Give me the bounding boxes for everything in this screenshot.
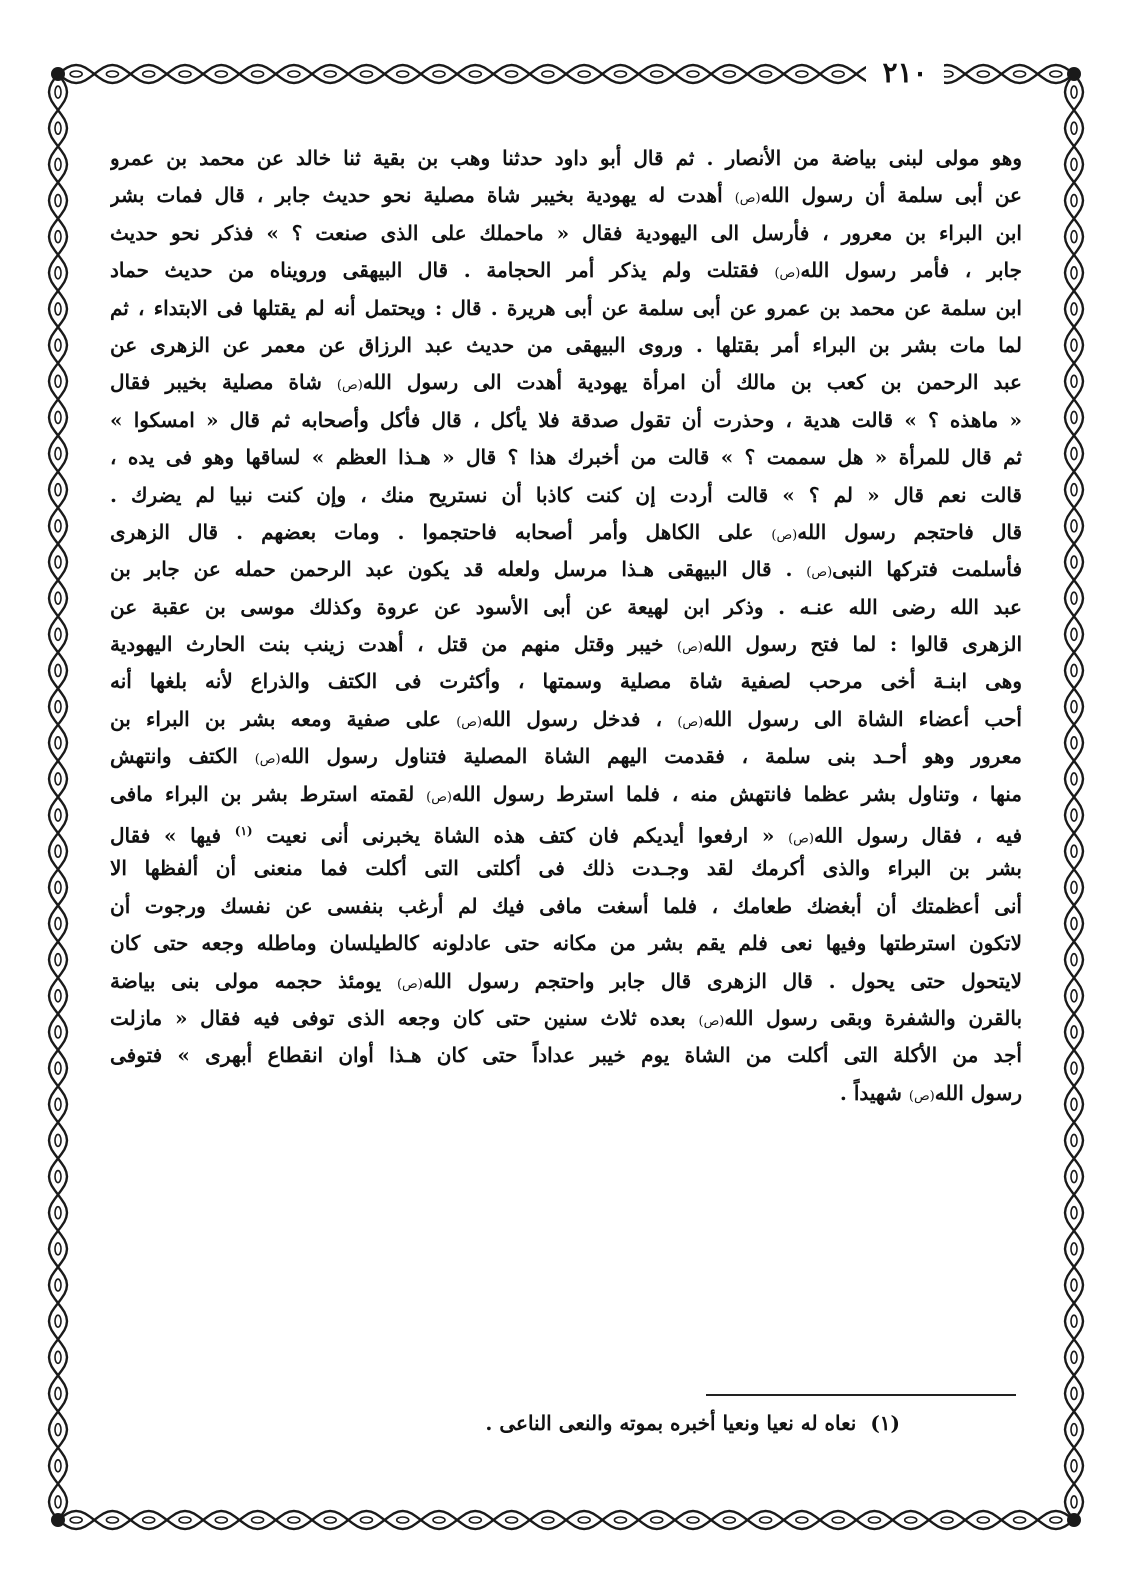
border-knot <box>55 701 61 713</box>
border-knot <box>55 1243 61 1255</box>
border-knot <box>760 1517 772 1523</box>
border-knot <box>1071 86 1077 98</box>
border-knot <box>55 990 61 1002</box>
text-line <box>110 1000 1022 1037</box>
border-knot <box>1071 881 1077 893</box>
border-knot <box>1071 1098 1077 1110</box>
footnote-marker: (١) <box>870 1411 900 1435</box>
text-segment: بشر بن البراء والذى أكرمك لقد وجـدت ذلك فى أكلتى التى أكلت فما منعنى أن ألفظها الا <box>110 856 1022 881</box>
border-knot <box>55 1315 61 1327</box>
text-line <box>110 477 1022 514</box>
border-knot <box>55 1134 61 1146</box>
border-knot <box>1071 954 1077 966</box>
border-knot <box>506 1517 518 1523</box>
border-knot <box>469 71 481 77</box>
border-knot <box>433 1517 445 1523</box>
border-knot <box>106 71 118 77</box>
border-knot <box>324 71 336 77</box>
border-knot <box>55 809 61 821</box>
salutation-abbreviation: (ص) <box>677 714 704 730</box>
text-line <box>110 215 1022 252</box>
text-segment: وهى ابنـة أخى مرحب لصفية شاة مصلية وسمتها ، وأكثرت فى الكتف والذراع لأنه بلغها أنه <box>110 669 1022 694</box>
border-knot <box>55 339 61 351</box>
border-corner <box>1067 67 1081 81</box>
text-segment: يومئذ حجمه مولى بنى بياضة <box>110 968 397 993</box>
border-knot <box>651 1517 663 1523</box>
salutation-abbreviation: (ص) <box>254 752 281 768</box>
border-knot <box>941 1517 953 1523</box>
salutation-abbreviation: (ص) <box>698 1013 725 1029</box>
border-knot <box>1071 231 1077 243</box>
border-knot <box>1071 556 1077 568</box>
border-knot <box>360 71 372 77</box>
border-knot <box>1071 158 1077 170</box>
text-segment: شاة مصلية بخيبر فقال <box>110 370 337 395</box>
border-knot <box>55 122 61 134</box>
text-segment: عن أبى سلمة أن رسول الله <box>760 183 1022 208</box>
footnote-text: نعاه له نعيا ونعيا أخبره بموته والنعى الناعى . <box>485 1411 857 1435</box>
border-rope <box>49 74 67 1520</box>
border-knot <box>1071 411 1077 423</box>
border-knot <box>1071 1171 1077 1183</box>
text-segment: جابر ، فأمر رسول الله <box>800 258 1022 283</box>
text-line <box>110 252 1022 289</box>
border-knot <box>1071 303 1077 315</box>
border-knot <box>977 71 989 77</box>
border-knot <box>614 71 626 77</box>
border-knot <box>1071 845 1077 857</box>
border-knot <box>55 195 61 207</box>
text-segment: قال فاحتجم رسول الله <box>797 519 1022 544</box>
text-segment: فيها » فقال <box>110 823 235 848</box>
border-knot <box>1071 1279 1077 1291</box>
border-knot <box>1014 1517 1026 1523</box>
text-segment: « ماهذه ؟ » قالت هدية ، وحذرت أن تقول صدقة فلا يأكل ، قال فأكل وأصحابه ثم قال « امسكوا » <box>110 407 1022 432</box>
border-knot <box>55 1424 61 1436</box>
border-knot <box>542 1517 554 1523</box>
salutation-abbreviation: (ص) <box>396 976 423 992</box>
page-number: ٢١٠ <box>866 56 944 90</box>
border-knot <box>723 1517 735 1523</box>
border-knot <box>55 520 61 532</box>
border-knot <box>55 1098 61 1110</box>
text-line <box>110 738 1022 775</box>
border-corner <box>51 1513 65 1527</box>
text-segment: خيبر وقتل منهم من قتل ، أهدت زينب بنت الحارث اليهودية <box>110 632 678 657</box>
text-line <box>110 701 1022 738</box>
text-segment: أجد من الأكلة التى أكلت من الشاة يوم خيبر عداداً حتى كان هـذا أوان انقطاع أبهرى » فتوفى <box>110 1043 1022 1068</box>
border-knot <box>1071 195 1077 207</box>
text-line <box>110 327 1022 364</box>
border-knot <box>55 484 61 496</box>
text-segment: أهدت له يهودية بخيبر شاة مصلية نحو حديث جابر ، قال فمات بشر <box>110 183 735 208</box>
border-knot <box>868 1517 880 1523</box>
salutation-abbreviation: (ص) <box>734 191 761 207</box>
text-line <box>110 589 1022 626</box>
border-knot <box>55 411 61 423</box>
border-knot <box>977 1517 989 1523</box>
text-segment: ، فدخل رسول الله <box>482 706 678 731</box>
border-knot <box>55 1387 61 1399</box>
footnote <box>380 1408 900 1438</box>
border-knot <box>1071 1496 1077 1508</box>
border-knot <box>55 231 61 243</box>
border-knot <box>288 1517 300 1523</box>
border-knot <box>506 71 518 77</box>
border-knot <box>832 1517 844 1523</box>
text-line <box>110 813 1022 850</box>
text-line <box>110 290 1022 327</box>
border-knot <box>1071 1134 1077 1146</box>
text-segment: بالقرن والشفرة وبقى رسول الله <box>724 1005 1022 1030</box>
border-knot <box>469 1517 481 1523</box>
border-knot <box>1071 448 1077 460</box>
border-knot <box>397 1517 409 1523</box>
border-knot <box>723 71 735 77</box>
text-line <box>110 663 1022 700</box>
text-line <box>110 925 1022 962</box>
border-knot <box>796 71 808 77</box>
border-knot <box>1071 1460 1077 1472</box>
text-segment: « ارفعوا أيديكم فان كتف هذه الشاة يخبرنى أنى نعيت <box>252 823 789 848</box>
text-segment: الكتف وانتهش <box>110 744 255 769</box>
text-segment: رسول الله <box>934 1080 1022 1105</box>
text-segment: ابن البراء بن معرور ، فأرسل الى اليهودية فقال « ماحملك على الذى صنعت ؟ » فذكر نحو حديث <box>110 220 1022 245</box>
border-knot <box>55 158 61 170</box>
border-knot <box>55 773 61 785</box>
text-line <box>110 402 1022 439</box>
border-knot <box>1071 701 1077 713</box>
text-line <box>110 850 1022 887</box>
border-knot <box>1071 484 1077 496</box>
border-knot <box>215 71 227 77</box>
border-corner <box>51 67 65 81</box>
text-segment: لايتحول حتى يحول . قال الزهرى قال جابر واحتجم رسول الله <box>422 968 1022 993</box>
border-knot <box>360 1517 372 1523</box>
border-knot <box>1071 773 1077 785</box>
border-knot <box>179 71 191 77</box>
border-knot <box>1071 1424 1077 1436</box>
border-corner <box>1067 1513 1081 1527</box>
border-knot <box>288 71 300 77</box>
border-knot <box>55 918 61 930</box>
border-knot <box>614 1517 626 1523</box>
salutation-abbreviation: (ص) <box>806 565 833 581</box>
text-line <box>110 364 1022 401</box>
text-segment: منها ، وتناول بشر عظما فانتهش منه ، فلما استرط رسول الله <box>452 781 1022 806</box>
border-knot <box>1071 122 1077 134</box>
border-knot <box>1050 1517 1062 1523</box>
border-knot <box>55 954 61 966</box>
text-segment: لقمته استرط بشر بن البراء مافى <box>110 781 427 806</box>
border-knot <box>1071 1243 1077 1255</box>
border-knot <box>55 1062 61 1074</box>
border-knot <box>1071 737 1077 749</box>
border-knot <box>1071 990 1077 1002</box>
salutation-abbreviation: (ص) <box>336 378 363 394</box>
text-line <box>110 776 1022 813</box>
border-knot <box>143 71 155 77</box>
text-segment: فأسلمت فتركها النبى <box>832 557 1022 582</box>
border-knot <box>1071 918 1077 930</box>
border-knot <box>1071 628 1077 640</box>
border-knot <box>143 1517 155 1523</box>
salutation-abbreviation: (ص) <box>426 789 453 805</box>
border-knot <box>55 1026 61 1038</box>
text-line <box>110 177 1022 214</box>
border-knot <box>252 71 264 77</box>
border-knot <box>55 1171 61 1183</box>
border-knot <box>55 1351 61 1363</box>
text-segment: وهو مولى لبنى بياضة من الأنصار . ثم قال أبو داود حدثنا وهب بن بقية ثنا خالد عن محمد بن عمرو <box>110 146 1022 170</box>
border-knot <box>1071 664 1077 676</box>
border-knot <box>55 628 61 640</box>
salutation-abbreviation: (ص) <box>774 266 801 282</box>
border-knot <box>905 1517 917 1523</box>
border-knot <box>1071 1351 1077 1363</box>
salutation-abbreviation: (ص) <box>771 527 798 543</box>
text-segment: الزهرى قالوا : لما فتح رسول الله <box>702 632 1022 657</box>
text-segment: ثم قال للمرأة « هل سممت ؟ » قالت من أخبرك هذا ؟ قال « هـذا العظم » لساقها وهو فى يده ، <box>110 445 1022 470</box>
border-knot <box>1071 1026 1077 1038</box>
text-line <box>110 1037 1022 1074</box>
text-line <box>110 140 1022 177</box>
text-segment: عبد الله رضى الله عنـه . وذكر ابن لهيعة عن أبى الأسود عن عروة وكذلك موسى بن عقبة عن <box>110 594 1022 619</box>
text-segment: . قال البيهقى هـذا مرسل ولعله قد يكون عبد الرحمن حمله عن جابر بن <box>110 557 807 582</box>
border-knot <box>252 1517 264 1523</box>
border-knot <box>55 664 61 676</box>
border-knot <box>55 845 61 857</box>
border-knot <box>433 71 445 77</box>
text-line <box>110 439 1022 476</box>
border-knot <box>1071 809 1077 821</box>
border-knot <box>1071 339 1077 351</box>
border-knot <box>70 71 82 77</box>
salutation-abbreviation: (ص) <box>908 1088 935 1104</box>
text-segment: قالت نعم قال « لم ؟ » قالت أردت إن كنت كاذبا أن نستريح منك ، وإن كنت نبيا لم يضرك . <box>110 482 1022 507</box>
border-knot <box>796 1517 808 1523</box>
text-segment: على الكاهل وأمر أصحابه فاحتجموا . ومات بعضهم . قال الزهرى <box>110 519 772 544</box>
border-knot <box>55 448 61 460</box>
border-knot <box>1071 592 1077 604</box>
border-knot <box>1014 71 1026 77</box>
border-knot <box>1071 267 1077 279</box>
border-knot <box>324 1517 336 1523</box>
border-knot <box>215 1517 227 1523</box>
text-segment: أحب أعضاء الشاة الى رسول الله <box>703 706 1022 731</box>
border-knot <box>1071 1315 1077 1327</box>
border-knot <box>1071 375 1077 387</box>
footnote-reference: (١) <box>234 824 253 839</box>
border-knot <box>106 1517 118 1523</box>
text-line <box>110 626 1022 663</box>
border-knot <box>1071 1207 1077 1219</box>
border-knot <box>55 592 61 604</box>
border-knot <box>687 71 699 77</box>
main-text <box>110 140 1022 1112</box>
border-knot <box>55 556 61 568</box>
text-segment: بعده ثلاث سنين حتى كان وجعه الذى توفى فيه فقال « مازلت <box>110 1005 699 1030</box>
text-line <box>110 551 1022 588</box>
border-knot <box>55 1460 61 1472</box>
border-knot <box>578 71 590 77</box>
border-knot <box>55 1207 61 1219</box>
text-segment: معرور وهو أحـد بنى سلمة ، فقدمت اليهم الشاة المصلية فتناول رسول الله <box>280 744 1022 769</box>
text-segment: شهيداً . <box>839 1080 909 1105</box>
border-knot <box>397 71 409 77</box>
border-knot <box>760 71 772 77</box>
border-knot <box>1050 71 1062 77</box>
text-line <box>110 514 1022 551</box>
text-segment: فيه ، فقال رسول الله <box>813 823 1022 848</box>
text-segment: فقتلت ولم يذكر أمر الحجامة . قال البيهقى ورويناه من حديث حماد <box>110 258 775 283</box>
salutation-abbreviation: (ص) <box>456 714 483 730</box>
border-knot <box>55 86 61 98</box>
border-knot <box>55 1496 61 1508</box>
border-knot <box>55 1279 61 1291</box>
text-line <box>110 963 1022 1000</box>
text-segment: أنى أعظمتك أن أبغضك طعامك ، فلما أسغت مافى فيك لم أرغب بنفسى عن نفسك ورجوت أن <box>110 893 1022 918</box>
text-segment: ابن سلمة عن محمد بن عمرو عن أبى سلمة عن أبى هريرة . قال : ويحتمل أنه لم يقتلها فى الابتداء ، ثم <box>110 295 1022 320</box>
salutation-abbreviation: (ص) <box>677 640 703 656</box>
text-segment: لاتكون استرطتها وفيها نعى فلم يقم بشر من مكانه حتى عادلونه كالطيلسان وماطله وجعه حتى كان <box>110 931 1022 956</box>
salutation-abbreviation: (ص) <box>788 831 814 847</box>
text-line <box>110 888 1022 925</box>
border-knot <box>1071 520 1077 532</box>
border-knot <box>55 267 61 279</box>
border-knot <box>1071 1387 1077 1399</box>
border-knot <box>832 71 844 77</box>
border-knot <box>1071 1062 1077 1074</box>
text-line <box>110 1075 1022 1112</box>
border-knot <box>179 1517 191 1523</box>
border-knot <box>70 1517 82 1523</box>
border-knot <box>651 71 663 77</box>
border-knot <box>55 375 61 387</box>
text-segment: على صفية ومعه بشر بن البراء بن <box>110 706 457 731</box>
border-knot <box>55 303 61 315</box>
text-segment: لما مات بشر بن البراء أمر بقتلها . وروى البيهقى من حديث عبد الرزاق عن معمر عن الزهرى عن <box>110 332 1022 357</box>
border-knot <box>55 881 61 893</box>
footnote-separator <box>706 1394 1016 1396</box>
text-segment: عبد الرحمن بن كعب بن مالك أن امرأة يهودية أهدت الى رسول الله <box>362 370 1022 395</box>
border-knot <box>578 1517 590 1523</box>
border-knot <box>687 1517 699 1523</box>
border-knot <box>55 737 61 749</box>
border-rope <box>1065 74 1083 1520</box>
border-knot <box>542 71 554 77</box>
